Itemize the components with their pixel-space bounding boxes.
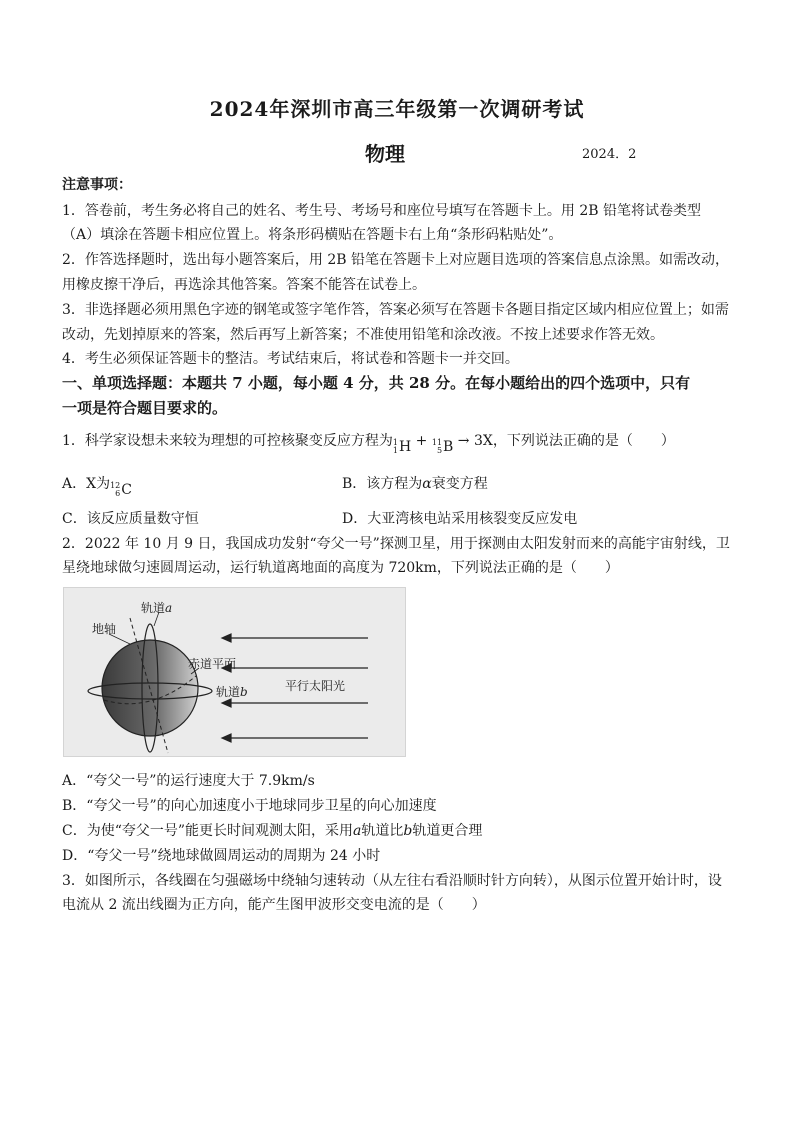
orbit-b-symbol: b: [403, 823, 413, 839]
exam-date: 2024．2: [582, 147, 637, 162]
carbon-nuclide: [110, 482, 132, 498]
sunlight-label: 平行太阳光: [285, 679, 346, 693]
question-2-stem-cont: 星绕地球做匀速圆周运动，运行轨道离地面的高度为 720km，下列说法正确的是（ ）: [62, 560, 619, 576]
reaction-arrow: → 3X: [453, 433, 493, 449]
q1-stem-after: ，下列说法正确的是（ ）: [492, 433, 675, 449]
q1-option-c: C．该反应质量数守恒: [62, 511, 199, 527]
equator-plane-label: 赤道平面: [188, 657, 237, 671]
h-mass-number: 1: [392, 438, 398, 447]
q1-option-b: [342, 473, 488, 493]
question-1-stem: [62, 430, 675, 455]
q2-option-c-text: C．为使“夸父一号”能更长时间观测太阳，采用: [62, 823, 354, 839]
notice-line: 改动，先划掉原来的答案，然后再写上新答案；不准使用铅笔和涂改液。不按上述要求作答无效。: [62, 327, 664, 343]
alpha-symbol: α: [422, 476, 432, 492]
q2-option-a: A．“夸父一号”的运行速度大于 7.9km/s: [62, 773, 315, 789]
notice-line: 2．作答选择题时，选出每小题答案后，用 2B 铅笔在答题卡上对应题目选项的答案信息点涂黑。如需改动，: [62, 252, 730, 268]
orbit-b-label: 轨道b: [216, 685, 248, 699]
b-mass-number: 11: [431, 438, 443, 447]
q2-option-c-tail: 轨道更合理: [412, 823, 483, 839]
q1-option-d: D．大亚湾核电站采用核裂变反应发电: [342, 511, 578, 527]
q2-option-d: D．“夸父一号”绕地球做圆周运动的周期为 24 小时: [62, 848, 381, 864]
q1-option-a-text: A．X为: [62, 476, 111, 492]
c-mass-number: 12: [110, 481, 121, 490]
q1-option-b-tail: 衰变方程: [431, 476, 488, 492]
q2-option-c-mid: 轨道比: [361, 823, 404, 839]
notice-line: 1．答卷前，考生务必将自己的姓名、考生号、考场号和座位号填写在答题卡上。用 2B 铅笔将试卷类型: [62, 203, 702, 219]
q1-stem-before: 1．科学家设想未来较为理想的可控核聚变反应方程为: [62, 433, 393, 449]
boron-nuclide: [432, 439, 453, 455]
notice-line: 用橡皮擦干净后，再选涂其他答案。答案不能答在试卷上。: [62, 277, 426, 293]
b-charge-number: 5: [436, 446, 443, 455]
orbit-a-label: 轨道a: [141, 601, 173, 615]
q2-option-b: B．“夸父一号”的向心加速度小于地球同步卫星的向心加速度: [62, 798, 437, 814]
h-symbol: H: [399, 439, 412, 455]
orbit-a-symbol: a: [353, 823, 362, 839]
h-charge-number: 1: [392, 446, 398, 455]
q1-option-a: [62, 473, 132, 498]
c-charge-number: 6: [115, 489, 121, 498]
question-3-stem-cont: 电流从 2 流出线圈为正方向，能产生图甲波形交变电流的是（ ）: [62, 897, 486, 913]
q1-option-b-text: B．该方程为: [342, 476, 423, 492]
section-heading: 一、单项选择题：本题共 7 小题，每小题 4 分，共 28 分。在每小题给出的四个选项中，只有: [62, 374, 691, 392]
plus-sign: +: [411, 433, 432, 449]
c-symbol: C: [121, 482, 132, 498]
notice-line: 3．非选择题必须用黑色字迹的钢笔或签字笔作答，答案必须写在答题卡各题目指定区域内相应位置上；如需: [62, 302, 729, 318]
b-symbol: B: [443, 439, 454, 455]
section-heading-cont: 一项是符合题目要求的。: [62, 399, 228, 417]
question-3-stem: 3．如图所示，各线圈在匀强磁场中绕轴匀速转动（从左往右看沿顺时针方向转），从图示位置开始计时，设: [62, 873, 722, 889]
earth-axis-label: 地轴: [92, 622, 117, 636]
notice-line: 4．考生必须保证答题卡的整洁。考试结束后，将试卷和答题卡一并交回。: [62, 351, 519, 367]
hydrogen-nuclide: [393, 439, 411, 455]
exam-title: 2024年深圳市高三年级第一次调研考试: [209, 97, 585, 121]
question-2-stem: 2．2022 年 10 月 9 日，我国成功发射“夸父一号”探测卫星，用于探测由太阳发射而来的高能宇宙射线，卫: [62, 536, 730, 552]
subject-title: 物理: [365, 142, 405, 166]
notice-line: （A）填涂在答题卡相应位置上。将条形码横贴在答题卡右上角“条形码粘贴处”。: [62, 227, 563, 243]
q2-option-c: [62, 820, 482, 840]
orbit-figure: [63, 587, 406, 757]
notice-heading: 注意事项：: [62, 177, 132, 193]
